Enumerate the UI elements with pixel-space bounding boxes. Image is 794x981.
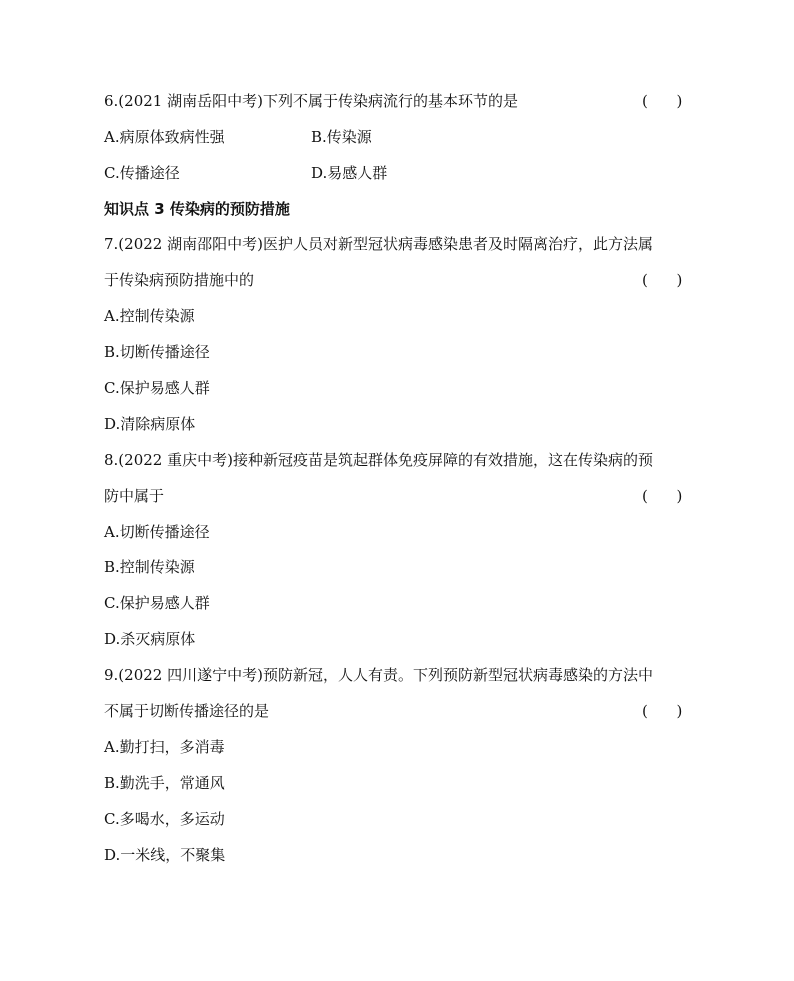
q9-stem-line2: 不属于切断传播途径的是 bbox=[104, 702, 270, 720]
q9-answer-paren: ( ) bbox=[642, 702, 683, 720]
q9-option-a: A.勤打扫，多消毒 bbox=[104, 738, 225, 756]
q7-option-a: A.控制传染源 bbox=[104, 307, 195, 325]
q6-stem: 6.(2021 湖南岳阳中考)下列不属于传染病流行的基本环节的是 bbox=[104, 92, 518, 110]
q8-option-a: A.切断传播途径 bbox=[104, 523, 210, 541]
q9-option-b: B.勤洗手，常通风 bbox=[104, 774, 225, 792]
q6-option-c: C.传播途径 bbox=[104, 164, 180, 182]
q8-option-b: B.控制传染源 bbox=[104, 558, 195, 576]
q7-answer-paren: ( ) bbox=[642, 271, 683, 289]
q8-option-d: D.杀灭病原体 bbox=[104, 630, 196, 648]
q7-stem-line1: 7.(2022 湖南邵阳中考)医护人员对新型冠状病毒感染患者及时隔离治疗，此方法属 bbox=[104, 235, 653, 253]
q6-option-a: A.病原体致病性强 bbox=[104, 128, 225, 146]
q6-answer-paren: ( ) bbox=[642, 92, 683, 110]
q7-option-d: D.清除病原体 bbox=[104, 415, 196, 433]
section-heading: 知识点 3 传染病的预防措施 bbox=[104, 200, 290, 218]
q9-option-d: D.一米线，不聚集 bbox=[104, 846, 226, 864]
q8-answer-paren: ( ) bbox=[642, 487, 683, 505]
q6-option-b: B.传染源 bbox=[311, 128, 372, 146]
q7-option-b: B.切断传播途径 bbox=[104, 343, 210, 361]
q8-stem-line2: 防中属于 bbox=[104, 487, 165, 505]
q8-option-c: C.保护易感人群 bbox=[104, 594, 210, 612]
q9-stem-line1: 9.(2022 四川遂宁中考)预防新冠，人人有责。下列预防新型冠状病毒感染的方法中 bbox=[104, 666, 653, 684]
q9-option-c: C.多喝水，多运动 bbox=[104, 810, 225, 828]
q8-stem-line1: 8.(2022 重庆中考)接种新冠疫苗是筑起群体免疫屏障的有效措施，这在传染病的预 bbox=[104, 451, 653, 469]
q6-option-d: D.易感人群 bbox=[311, 164, 388, 182]
q7-option-c: C.保护易感人群 bbox=[104, 379, 210, 397]
q7-stem-line2: 于传染病预防措施中的 bbox=[104, 271, 255, 289]
